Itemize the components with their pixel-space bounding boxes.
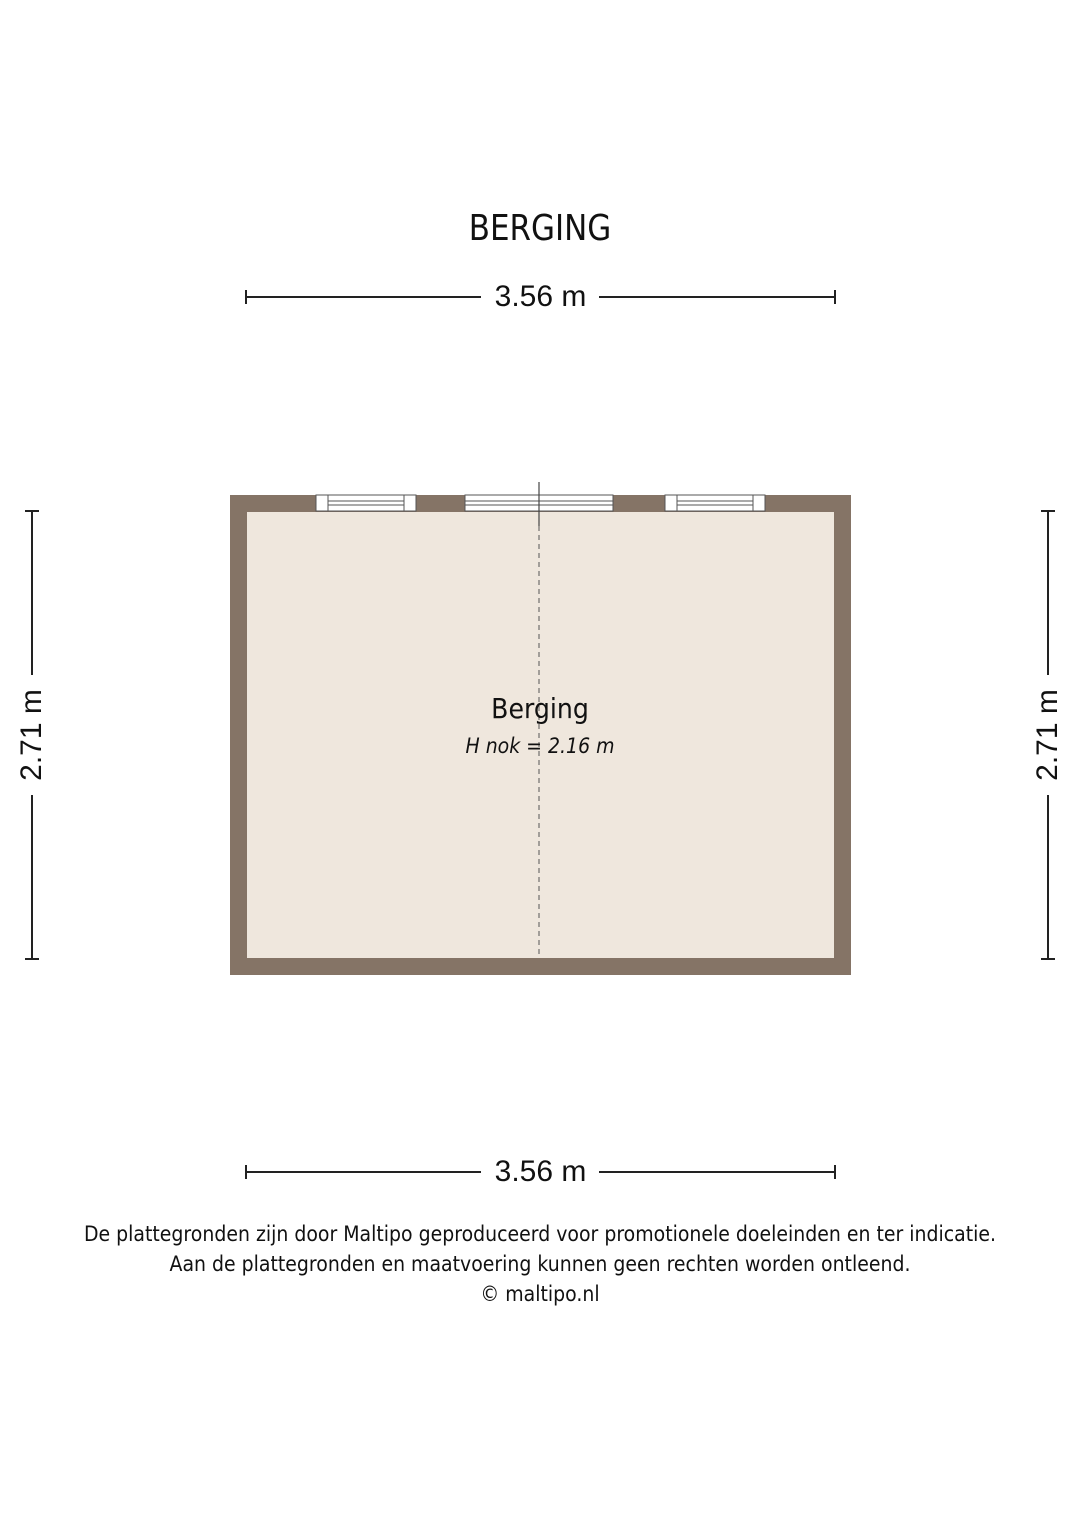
dimension-bottom [245, 1155, 836, 1188]
dimension-top-label: 3.56 m [494, 280, 587, 313]
window-left [316, 495, 416, 511]
page-title: BERGING [468, 208, 612, 249]
room-height-label: H nok = 2.16 m [465, 734, 615, 758]
dimension-bottom-label: 3.56 m [494, 1155, 587, 1188]
room-name: Berging [491, 692, 589, 725]
copyright: © maltipo.nl [480, 1282, 600, 1306]
disclaimer-line-1: De plattegronden zijn door Maltipo geproduceerd voor promotionele doeleinden en ter indicatie. [83, 1222, 997, 1246]
disclaimer-line-2: Aan de plattegronden en maatvoering kunnen geen rechten worden ontleend. [169, 1252, 911, 1276]
dimension-right-label: 2.71 m [1031, 689, 1064, 781]
window-right [665, 495, 765, 511]
dimension-left-label: 2.71 m [15, 689, 48, 781]
